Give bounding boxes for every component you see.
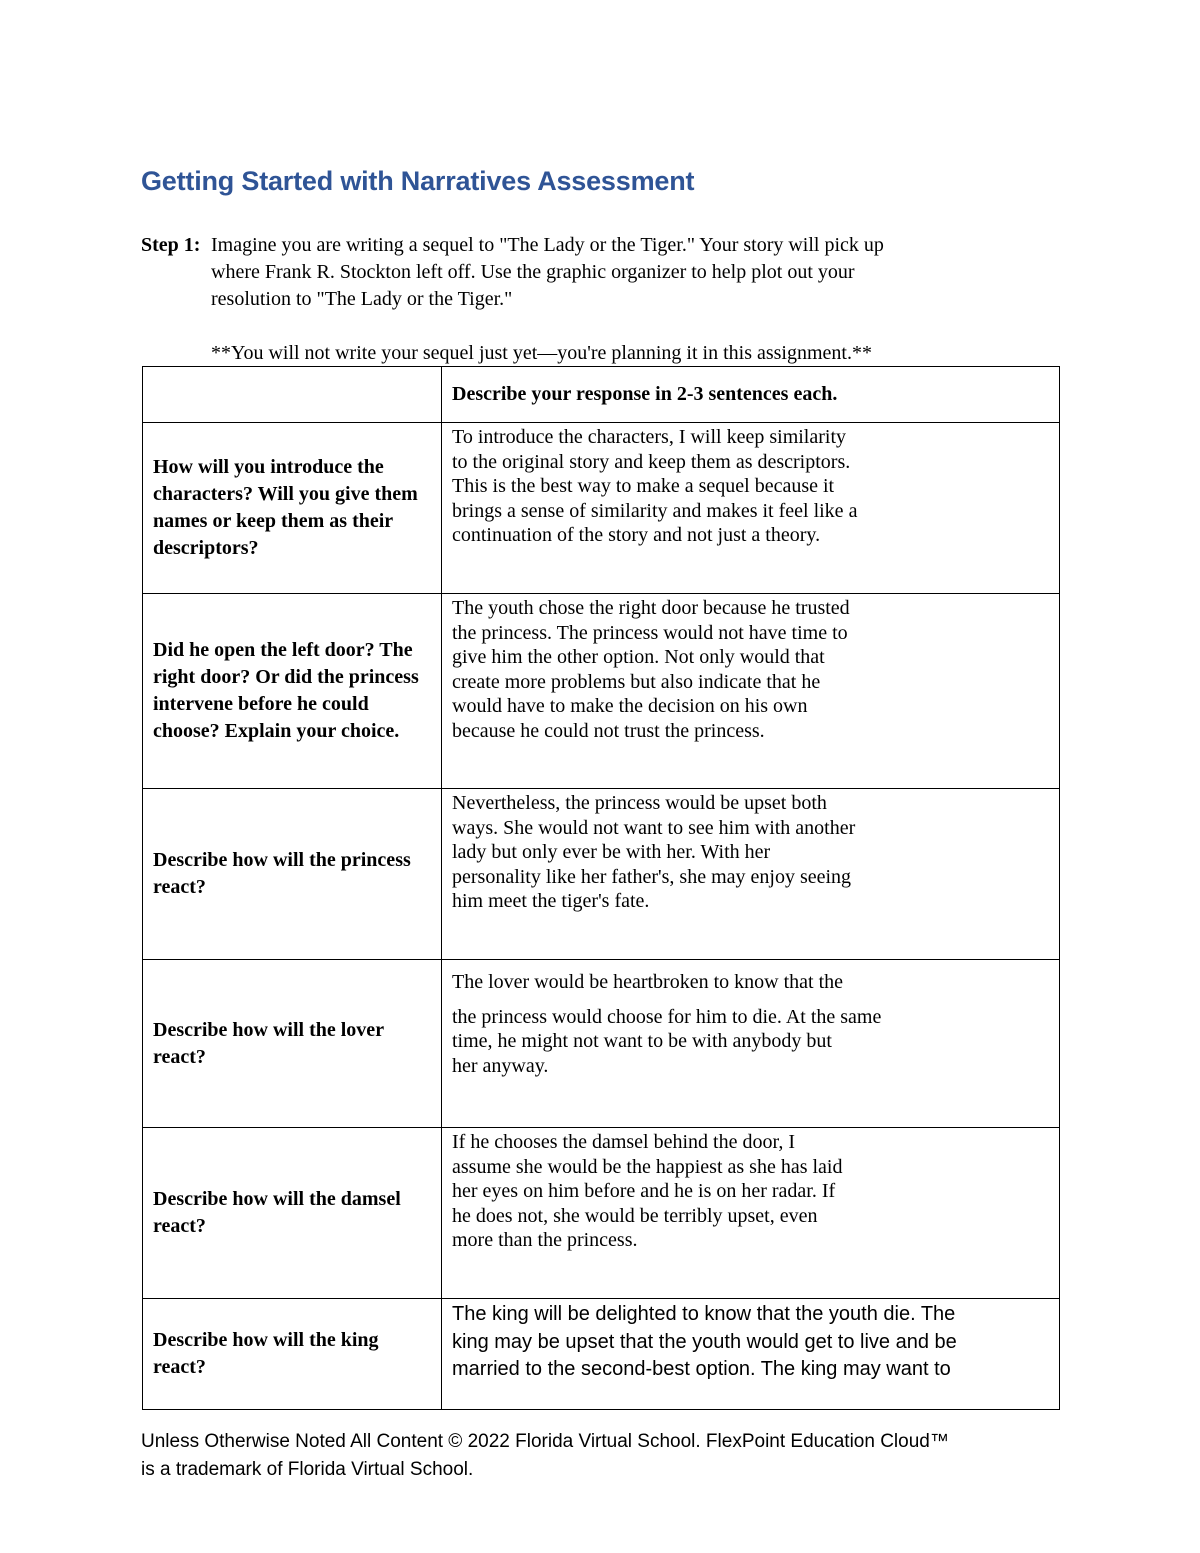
question-cell: How will you introduce the characters? Will you give them names or keep them as their descriptors? — [143, 423, 442, 594]
answer-line: continuation of the story and not just a theory. — [452, 524, 821, 546]
answer-line: lady but only ever be with her. With her — [452, 841, 771, 863]
table-row — [143, 1299, 1060, 1410]
table-row — [143, 594, 1060, 789]
answer-cell — [442, 594, 1060, 789]
step-instructions — [141, 232, 1041, 313]
answer-line: The lover would be heartbroken to know that the — [452, 971, 843, 993]
table-row — [143, 960, 1060, 1128]
answer-line: time, he might not want to be with anybody but — [452, 1030, 832, 1052]
answer-line: her eyes on him before and he is on her radar. If — [452, 1180, 836, 1202]
answer-line: brings a sense of similarity and makes it feel like a — [452, 499, 858, 522]
question-cell: Describe how will the princess react? — [143, 789, 442, 960]
answer-line: assume she would be the happiest as she has laid — [452, 1155, 843, 1178]
answer-line: If he chooses the damsel behind the door, I — [452, 1131, 795, 1153]
table-header-row — [143, 367, 1060, 423]
table-row — [143, 423, 1060, 594]
answer-line: because he could not trust the princess. — [452, 719, 765, 742]
answer-line: he does not, she would be terribly upset, even — [452, 1204, 818, 1227]
answer-line: To introduce the characters, I will keep similarity — [452, 426, 847, 448]
step-line-1: Imagine you are writing a sequel to "The Lady or the Tiger." Your story will pick up — [211, 234, 884, 256]
footer-line-2: is a trademark of Florida Virtual School. — [141, 1459, 474, 1480]
step-line-3: resolution to "The Lady or the Tiger." — [211, 288, 513, 310]
answer-cell — [442, 960, 1060, 1128]
answer-line: him meet the tiger's fate. — [452, 890, 650, 912]
answer-line: the princess. The princess would not have time to — [452, 621, 848, 644]
question-cell: Describe how will the lover react? — [143, 960, 442, 1128]
answer-line: married to the second-best option. The king may want to — [452, 1358, 951, 1380]
assignment-note: **You will not write your sequel just yet—you're planning it in this assignment.** — [211, 342, 872, 364]
step-label: Step 1: — [141, 234, 201, 256]
footer-line-1: Unless Otherwise Noted All Content © 2022 Florida Virtual School. FlexPoint Education Cloud™ — [141, 1431, 949, 1452]
answer-line: The king will be delighted to know that the youth die. The — [452, 1303, 956, 1325]
answer-line: give him the other option. Not only would that — [452, 646, 825, 668]
page-title: Getting Started with Narratives Assessment — [141, 166, 695, 196]
table-row — [143, 1128, 1060, 1299]
answer-line: The youth chose the right door because he trusted — [452, 597, 850, 619]
graphic-organizer-table — [142, 366, 1060, 1410]
answer-cell — [442, 1299, 1060, 1410]
answer-line: This is the best way to make a sequel because it — [452, 475, 835, 497]
table-header-empty-cell — [143, 367, 442, 423]
answer-line: more than the princess. — [452, 1229, 638, 1251]
answer-cell — [442, 789, 1060, 960]
question-cell: Did he open the left door? The right door? Or did the princess intervene before he could choose? Explain your choice. — [143, 594, 442, 789]
answer-line: king may be upset that the youth would get to live and be — [452, 1330, 957, 1353]
question-cell: Describe how will the king react? — [143, 1299, 442, 1410]
answer-line: create more problems but also indicate that he — [452, 670, 821, 693]
answer-cell — [442, 423, 1060, 594]
answer-line: Nevertheless, the princess would be upset both — [452, 792, 827, 814]
answer-line: the princess would choose for him to die. At the same — [452, 1005, 882, 1028]
answer-cell — [442, 1128, 1060, 1299]
answer-line: her anyway. — [452, 1054, 549, 1077]
copyright-footer — [141, 1428, 1061, 1484]
answer-line: ways. She would not want to see him with another — [452, 816, 856, 839]
answer-line: personality like her father's, she may enjoy seeing — [452, 865, 852, 888]
answer-line: to the original story and keep them as descriptors. — [452, 450, 851, 473]
table-header-cell: Describe your response in 2-3 sentences each. — [442, 367, 1060, 423]
table-row — [143, 789, 1060, 960]
answer-line: would have to make the decision on his own — [452, 695, 808, 717]
question-cell: Describe how will the damsel react? — [143, 1128, 442, 1299]
step-line-2: where Frank R. Stockton left off. Use the graphic organizer to help plot out your — [211, 261, 855, 283]
